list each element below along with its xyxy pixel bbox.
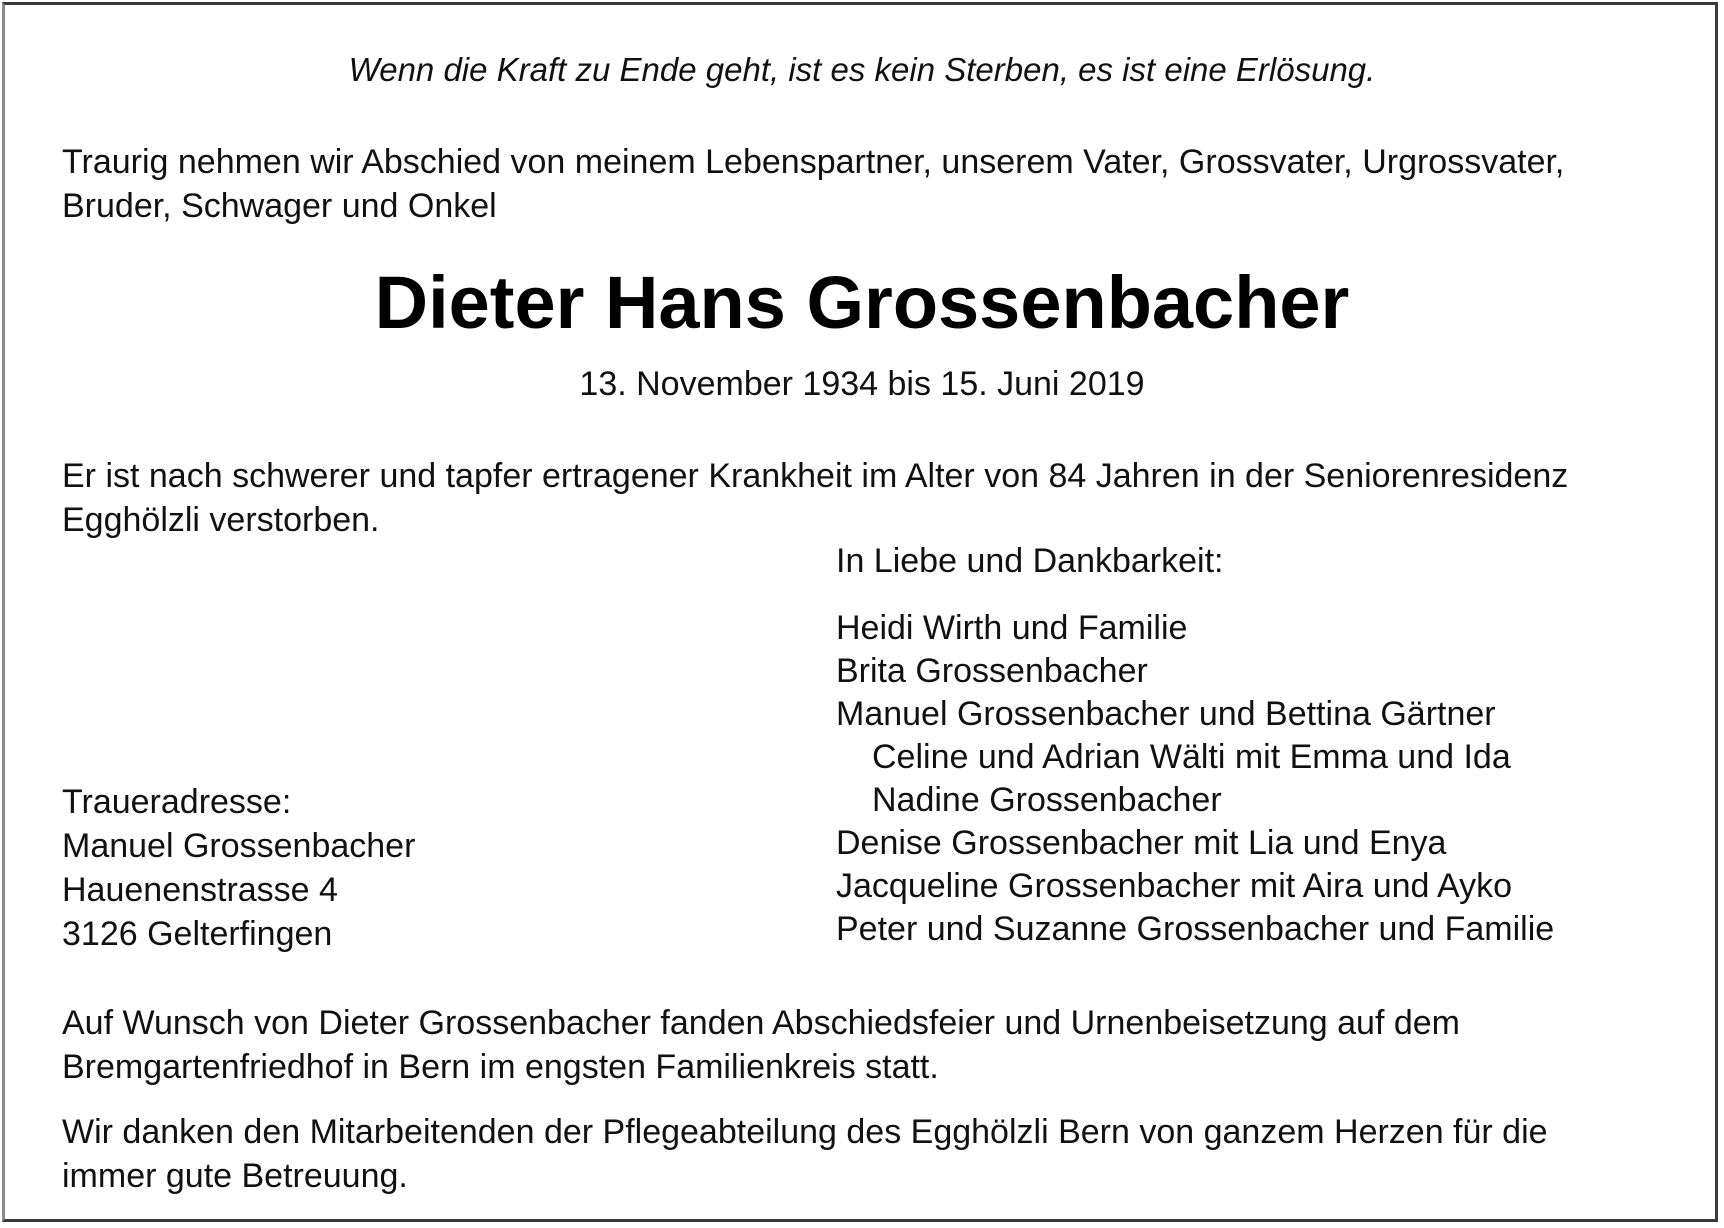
burial-paragraph [62, 1001, 1672, 1089]
thanks-line: Wir danken den Mitarbeitenden der Pflegeabteilung des Egghölzli Bern von ganzem Herzen für die [62, 1113, 1548, 1151]
death-note-paragraph [62, 454, 1672, 542]
family-heading: In Liebe und Dankbarkeit: [836, 542, 1224, 580]
address-street: Hauenenstrasse 4 [62, 871, 338, 909]
mourning-address [62, 780, 415, 956]
family-member: Celine und Adrian Wälti mit Emma und Ida [872, 738, 1511, 776]
address-label: Traueradresse: [62, 783, 292, 821]
address-city: 3126 Gelterfingen [62, 915, 333, 953]
family-member: Peter und Suzanne Grossenbacher und Familie [836, 910, 1555, 948]
deceased-name: Dieter Hans Grossenbacher [374, 261, 1350, 344]
thanks-line: immer gute Betreuung. [62, 1157, 408, 1195]
burial-line: Auf Wunsch von Dieter Grossenbacher fanden Abschiedsfeier und Urnenbeisetzung auf dem [62, 1004, 1460, 1042]
family-member: Heidi Wirth und Familie [836, 609, 1188, 647]
family-member: Brita Grossenbacher [836, 652, 1148, 690]
thanks-paragraph [62, 1110, 1672, 1198]
death-note-line: Er ist nach schwerer und tapfer ertragener Krankheit im Alter von 84 Jahren in der Seniorenresidenz [62, 457, 1569, 495]
motto-quote: Wenn die Kraft zu Ende geht, ist es kein Sterben, es ist eine Erlösung. [348, 51, 1376, 88]
address-name: Manuel Grossenbacher [62, 827, 416, 865]
family-member: Nadine Grossenbacher [872, 781, 1222, 819]
intro-line: Bruder, Schwager und Onkel [62, 187, 497, 225]
death-note-line: Egghölzli verstorben. [62, 501, 380, 539]
family-list [836, 540, 1554, 951]
family-member: Denise Grossenbacher mit Lia und Enya [836, 824, 1447, 862]
intro-paragraph [62, 140, 1672, 228]
family-member: Manuel Grossenbacher und Bettina Gärtner [836, 695, 1496, 733]
intro-line: Traurig nehmen wir Abschied von meinem Lebenspartner, unserem Vater, Grossvater, Urgrossvater, [62, 143, 1565, 181]
life-dates: 13. November 1934 bis 15. Juni 2019 [579, 365, 1145, 403]
burial-line: Bremgartenfriedhof in Bern im engsten Familienkreis statt. [62, 1048, 939, 1086]
family-member: Jacqueline Grossenbacher mit Aira und Ayko [836, 867, 1512, 905]
